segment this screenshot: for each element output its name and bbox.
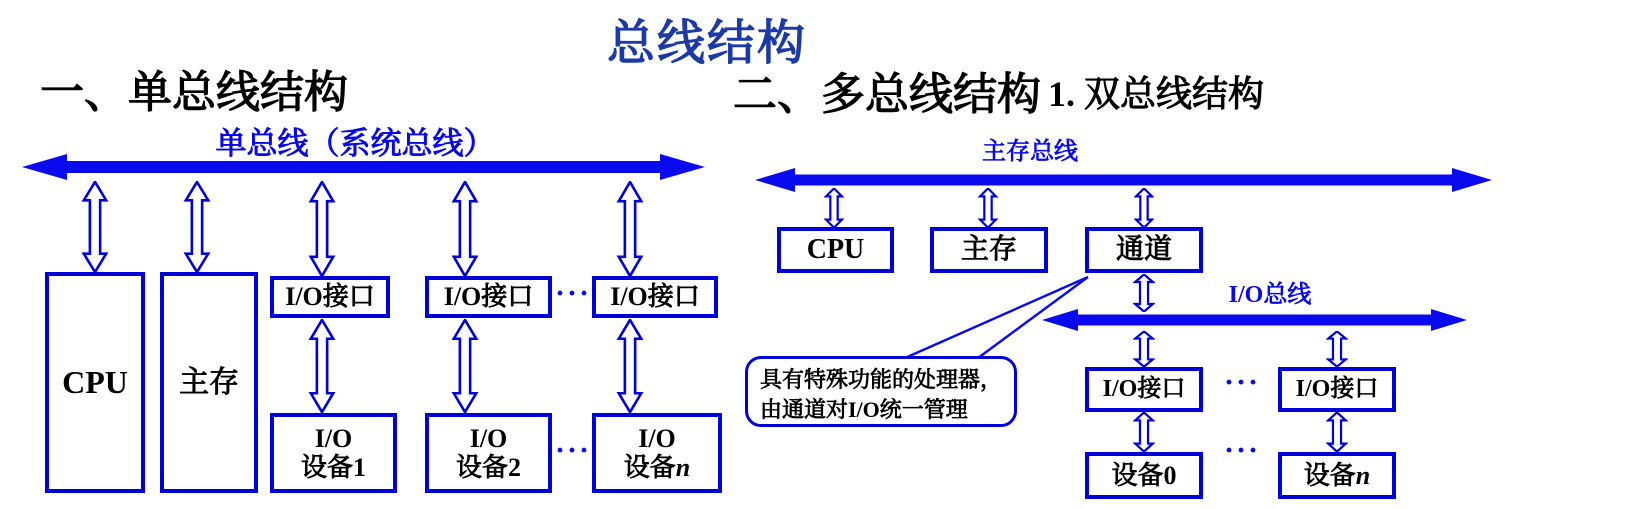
- double-arrow-vertical: [616, 181, 644, 277]
- device-label: 设备n: [1303, 460, 1371, 490]
- io-device-box: [592, 413, 722, 493]
- io-bus-arrow: [1042, 308, 1467, 332]
- io-device-box: [270, 413, 397, 493]
- double-arrow-vertical: [1133, 274, 1155, 312]
- double-arrow-vertical: [451, 319, 479, 413]
- io-device-line1: I/O: [314, 423, 353, 453]
- ellipsis: ···: [554, 434, 591, 467]
- double-arrow-vertical: [451, 181, 479, 277]
- double-arrow-vertical: [308, 319, 336, 413]
- multi-bus-heading: 二、多总线结构: [733, 70, 1041, 119]
- callout-line1: 具有特殊功能的处理器，: [760, 367, 1003, 392]
- channel-box: 通道: [1085, 227, 1203, 273]
- double-arrow-vertical: [1134, 188, 1154, 228]
- ellipsis: ···: [1223, 434, 1260, 467]
- main-memory-box: 主存: [160, 272, 258, 493]
- device-label: 设备0: [1111, 460, 1177, 490]
- callout-line2: 由通道对I/O统一管理: [760, 396, 968, 422]
- ellipsis: ···: [1223, 366, 1260, 399]
- io-device-line2: 设备2: [455, 453, 521, 482]
- device-box: [1278, 452, 1396, 499]
- main-memory-box: 主存: [930, 227, 1048, 273]
- double-arrow-vertical: [1326, 412, 1348, 452]
- memory-bus-label: 主存总线: [982, 139, 1078, 165]
- double-arrow-vertical: [978, 188, 998, 228]
- dual-bus-subheading: 1. 双总线结构: [1048, 74, 1265, 114]
- single-bus-heading: 一、单总线结构: [40, 68, 348, 117]
- io-device-line1: I/O: [638, 423, 676, 453]
- double-arrow-vertical: [308, 181, 336, 277]
- double-arrow-vertical: [1133, 412, 1155, 452]
- callout-note: [745, 356, 1017, 427]
- double-arrow-vertical: [81, 181, 109, 273]
- io-interface-box: I/O接口: [592, 276, 718, 318]
- callout-pointer: [890, 270, 1100, 365]
- page-title: 总线结构: [606, 17, 807, 70]
- double-arrow-vertical: [824, 188, 844, 228]
- io-device-box: [425, 413, 552, 493]
- io-interface-box: I/O接口: [270, 276, 390, 318]
- system-bus-arrow: [22, 152, 705, 182]
- io-device-line2: 设备1: [300, 453, 366, 482]
- system-bus-label: 单总线（系统总线）: [215, 126, 495, 161]
- io-interface-box: I/O接口: [425, 276, 552, 318]
- double-arrow-vertical: [616, 319, 644, 413]
- io-device-line1: I/O: [469, 423, 508, 453]
- io-bus-label: I/O总线: [1228, 282, 1312, 308]
- double-arrow-vertical: [183, 181, 211, 273]
- device-box: [1085, 452, 1203, 499]
- cpu-box: CPU: [45, 272, 145, 493]
- io-interface-box: I/O接口: [1085, 367, 1203, 412]
- cpu-box: CPU: [777, 227, 894, 273]
- ellipsis: ···: [554, 277, 591, 310]
- memory-bus-arrow: [755, 167, 1492, 193]
- double-arrow-vertical: [1326, 331, 1348, 367]
- io-interface-box: I/O接口: [1278, 367, 1396, 412]
- double-arrow-vertical: [1133, 331, 1155, 367]
- io-device-line2: 设备n: [623, 453, 691, 482]
